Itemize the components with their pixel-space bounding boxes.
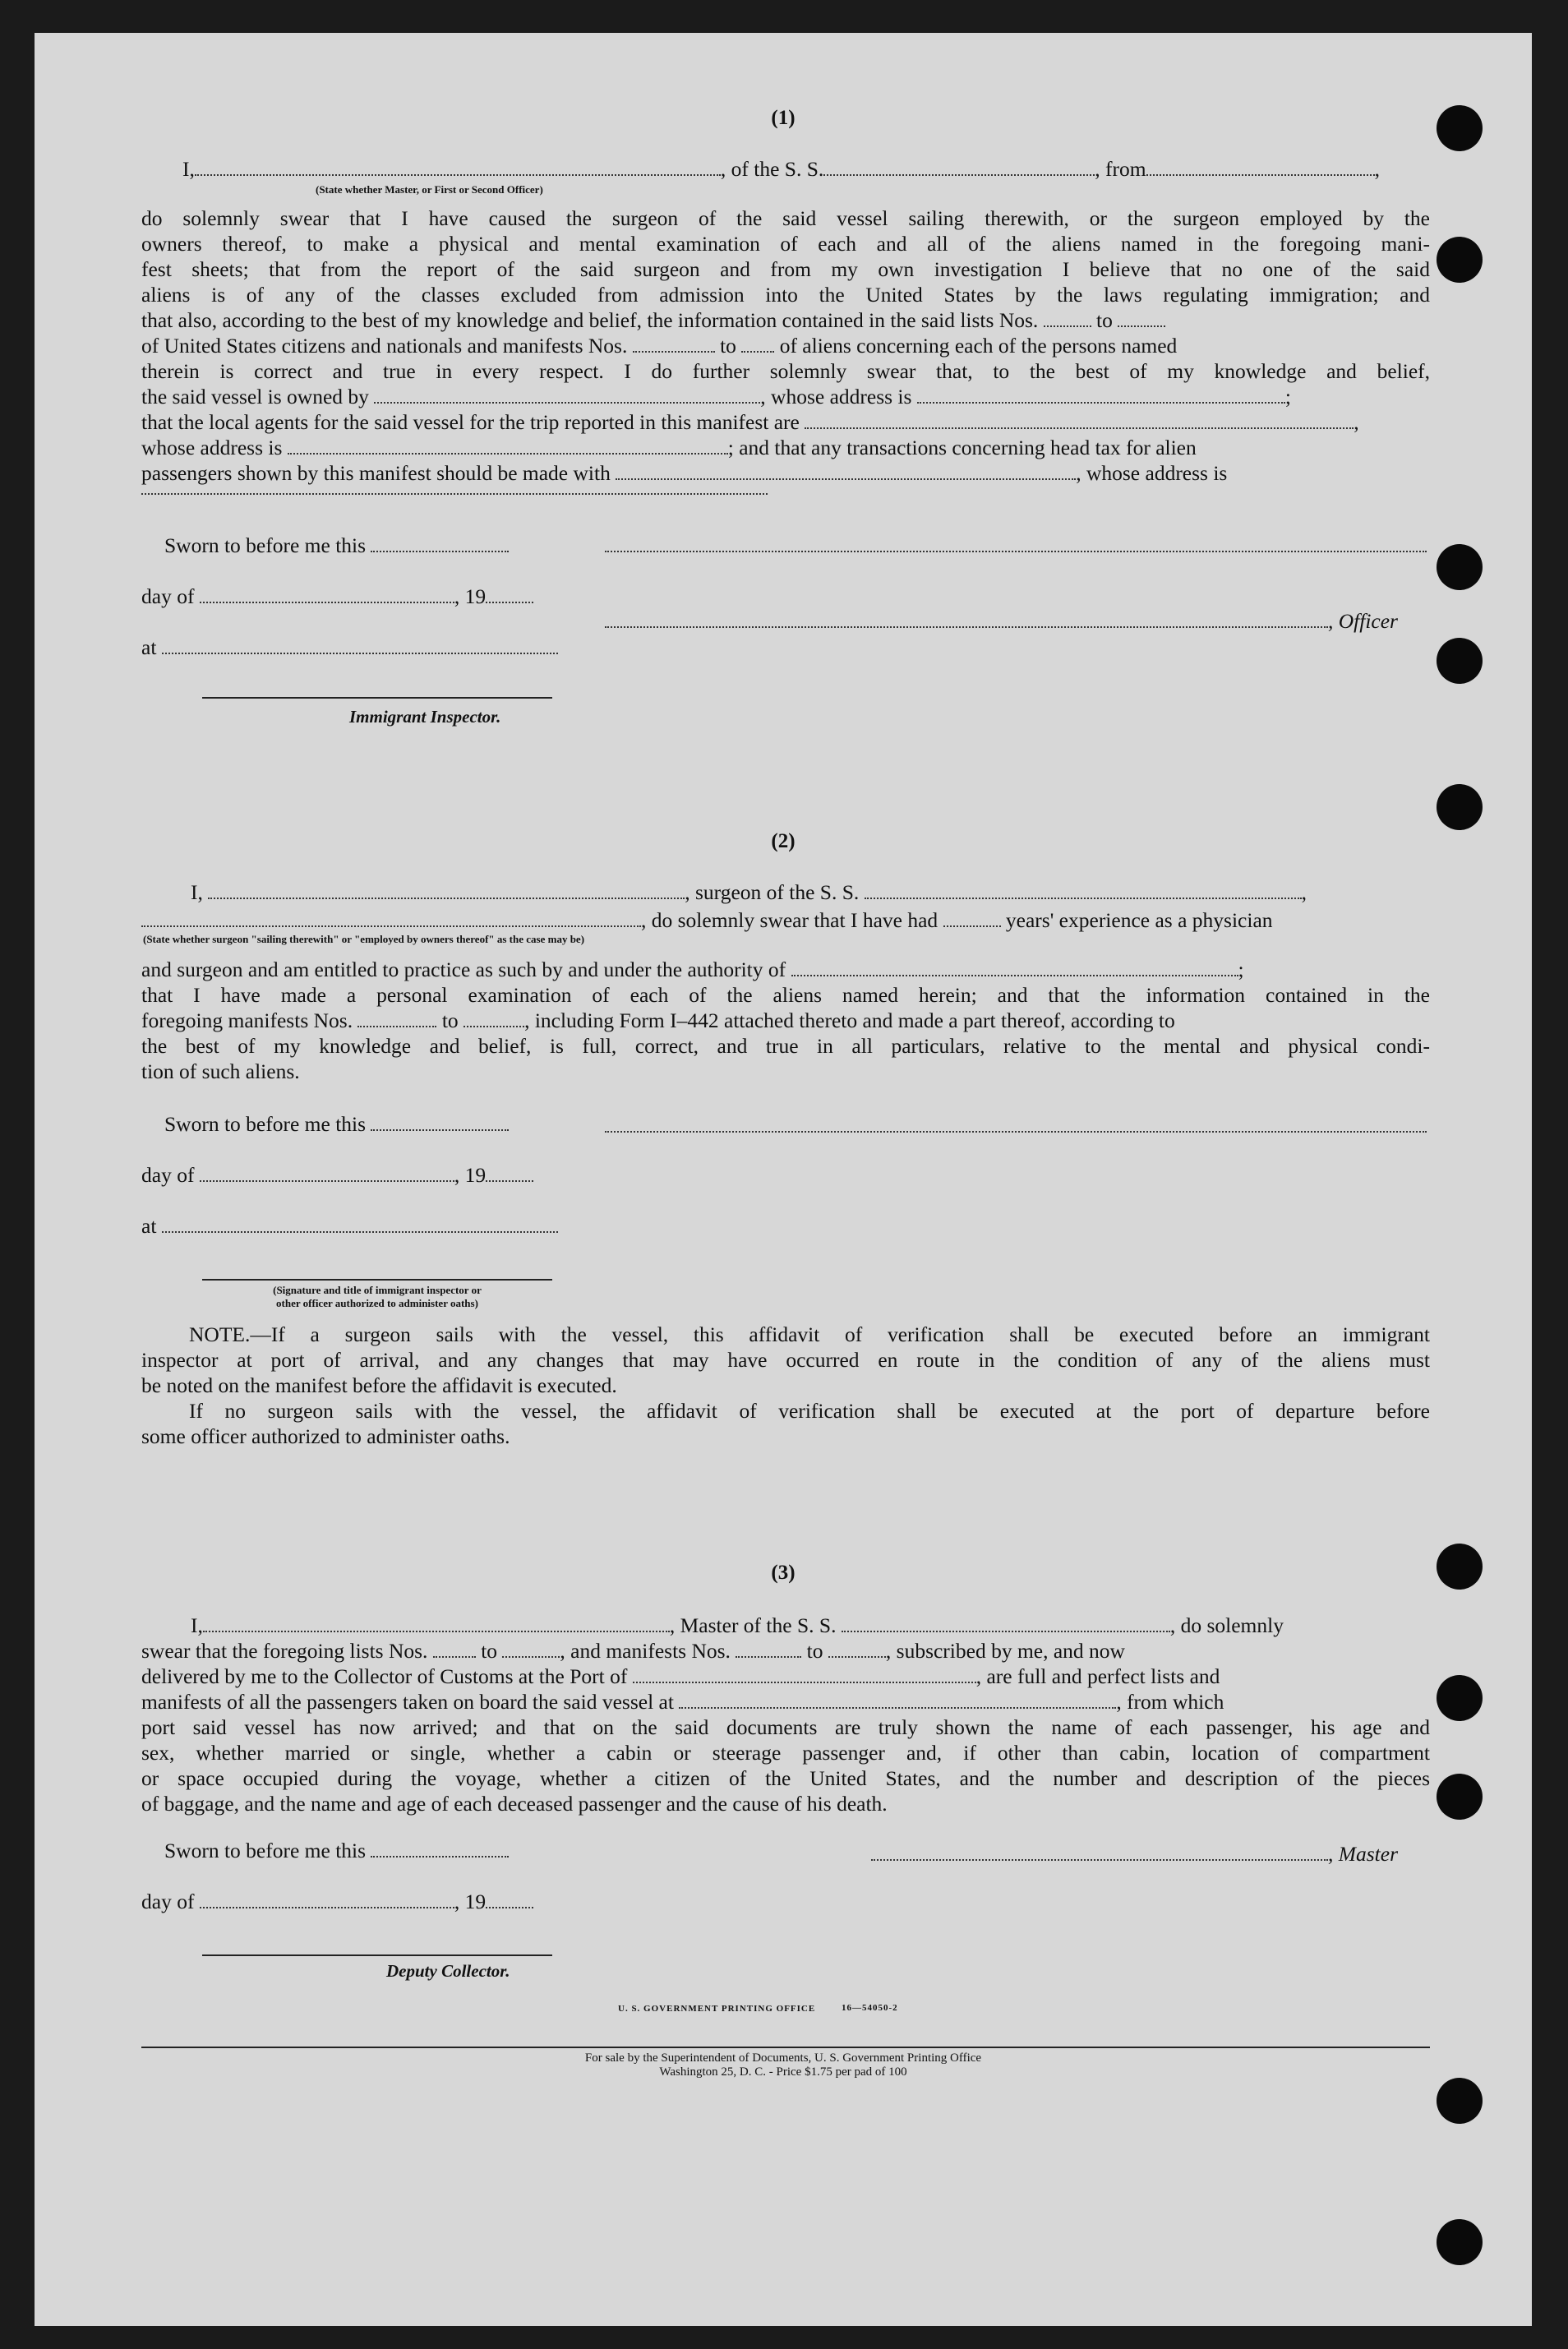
s2-day-field[interactable] [200,1165,454,1182]
s1-at-line: at [141,635,558,660]
s1-owned-line: the said vessel is owned by , whose address is ; [141,385,1291,408]
s3-line: port said vessel has now arrived; and that on the said documents are truly shown the name of each passenger, his age and [141,1715,1430,1739]
s3-lists-from-field[interactable] [433,1641,476,1658]
s3-line-3: delivered by me to the Collector of Customs at the Port of , are full and perfect lists and [141,1664,1220,1688]
agents-address-field[interactable] [288,438,728,455]
s2-sworn-line: Sworn to before me this [164,1111,509,1137]
s2-vessel-field[interactable] [865,883,1302,899]
s1-at-field[interactable] [162,638,558,654]
s3-vessel-field[interactable] [842,1616,1170,1632]
s1-agents-line: that the local agents for the said vessel for the trip reported in this manifest are , [141,410,1359,434]
s2-at-field[interactable] [162,1216,558,1233]
s2-signature-field[interactable] [605,1116,1427,1133]
lists-to-field[interactable] [1118,311,1165,327]
s2-note-line: be noted on the manifest before the affidavit is executed. [141,1373,617,1397]
s3-master-signature-field[interactable] [871,1844,1328,1861]
vessel-field[interactable] [823,159,1095,176]
s1-sworn-date-field[interactable] [371,536,509,552]
manifests-from-field[interactable] [633,336,715,353]
owner-field[interactable] [374,387,760,404]
officer-field[interactable] [195,159,721,176]
s2-year-field[interactable] [486,1165,533,1182]
punch-hole [1437,1774,1483,1820]
surgeon-name-field[interactable] [208,883,685,899]
s3-day-field[interactable] [200,1892,454,1908]
s1-line: fest sheets; that from the report of the said surgeon and from my own investigation I believe that no one of the said [141,257,1430,281]
s2-day-line: day of , 19 [141,1162,533,1188]
form-page [35,33,1532,2326]
s2-note-line: NOTE.—If a surgeon sails with the vessel, this affidavit of verification shall be executed before an immigrant [189,1322,1430,1346]
manifests-to-field[interactable] [741,336,774,353]
s2-line: the best of my knowledge and belief, is full, correct, and true in all particulars, relative to the mental and physical condi- [141,1034,1430,1058]
s3-year-field[interactable] [486,1892,533,1908]
s3-line-4: manifests of all the passengers taken on board the said vessel at , from which [141,1690,1224,1714]
owner-address-field[interactable] [917,387,1285,404]
punch-hole [1437,2219,1483,2265]
s1-signature-field[interactable] [605,536,1427,552]
s3-line: sex, whether married or single, whether a cabin or steerage passenger and, if other than cabin, location of compartment [141,1741,1430,1765]
lists-from-field[interactable] [1044,311,1091,327]
section-2-number: (2) [771,830,796,852]
s2-note-line: If no surgeon sails with the vessel, the affidavit of verification shall be executed at the port of departure before [189,1399,1430,1423]
s2-line-1: I, , surgeon of the S. S. , [191,880,1307,904]
s1-officer-line: , Officer [605,608,1398,634]
s3-deputy-caption: Deputy Collector. [386,1961,510,1981]
s1-inspector-caption: Immigrant Inspector. [349,707,501,727]
s1-line: owners thereof, to make a physical and mental examination of each and all of the aliens named in the foregoing mani- [141,232,1430,256]
footer-text: For sale by the Superintendent of Documents, U. S. Government Printing Office Washington 25, D. C. - Price $1.75 per pad of 100 [584,2051,982,2079]
s1-line-1: I, , of the S. S. , from , [182,157,1380,181]
s2-authority-line: and surgeon and am entitled to practice as such by and under the authority of ; [141,958,1244,981]
s1-year-field[interactable] [486,587,533,603]
s1-headtax-line: passengers shown by this manifest should be made with , whose address is [141,461,1228,485]
s3-departure-port-field[interactable] [679,1692,1116,1709]
s3-manifests-to-field[interactable] [828,1641,886,1658]
years-field[interactable] [943,911,1001,927]
s1-day-field[interactable] [200,587,454,603]
s1-line: aliens is of any of the classes excluded from admission into the United States by the laws regulating immigration; and [141,283,1430,307]
s1-address-line: whose address is ; and that any transactions concerning head tax for alien [141,436,1197,459]
s1-day-line: day of , 19 [141,584,533,609]
punch-hole [1437,638,1483,684]
officer-caption: (State whether Master, or First or Second Officer) [316,183,543,196]
s1-citizens-line: of United States citizens and nationals and manifests Nos. to of aliens concerning each of the persons named [141,334,1178,358]
punch-hole [1437,1675,1483,1721]
s2-line-2: , do solemnly swear that I have had years' experience as a physician [141,907,1273,933]
s3-line: of baggage, and the name and age of each deceased passenger and the cause of his death. [141,1792,888,1816]
s3-line-1: I, , Master of the S. S. , do solemnly [191,1613,1284,1637]
surgeon-status-field[interactable] [141,911,641,927]
s3-day-line: day of , 19 [141,1889,533,1914]
from-field[interactable] [1146,159,1375,176]
form-code: 16—54050-2 [842,2003,898,2013]
footer-rule [141,2047,1430,2048]
punch-hole [1437,784,1483,830]
s2-manifests-to-field[interactable] [463,1011,524,1027]
s2-signature-rule [202,1279,552,1281]
s3-master-line: , Master [871,1841,1398,1867]
s1-lists-line: that also, according to the best of my knowledge and belief, the information contained in the said lists Nos. to [141,307,1165,333]
s1-line: do solemnly swear that I have caused the surgeon of the said vessel sailing therewith, or the surgeon employed by the [141,206,1430,230]
s2-sig-caption: (Signature and title of immigrant inspector or other officer authorized to administer oaths) [273,1284,482,1309]
s3-lists-to-field[interactable] [502,1641,560,1658]
s3-line: or space occupied during the voyage, whether a citizen of the United States, and the number and description of the pieces [141,1766,1430,1790]
s3-manifests-from-field[interactable] [736,1641,801,1658]
punch-hole [1437,2078,1483,2124]
punch-hole [1437,544,1483,590]
s3-line-2: swear that the foregoing lists Nos. to , and manifests Nos. to , subscribed by me, and now [141,1639,1125,1663]
s3-deputy-rule [202,1954,552,1956]
s1-inspector-rule [202,697,552,699]
section-3-number: (3) [771,1562,796,1584]
s3-port-field[interactable] [633,1667,976,1683]
s1-line: therein is correct and true in every respect. I do further solemnly swear that, to the best of my knowledge and belief, [141,359,1430,383]
s2-sworn-date-field[interactable] [371,1115,509,1131]
headtax-field[interactable] [616,464,1076,480]
s3-sworn-line: Sworn to before me this [164,1838,509,1863]
s1-sworn-line: Sworn to before me this [164,533,509,558]
agents-field[interactable] [805,413,1354,429]
s2-note-line: inspector at port of arrival, and any changes that may have occurred en route in the condition of any of the aliens must [141,1348,1430,1372]
printing-office-mark: U. S. GOVERNMENT PRINTING OFFICE [618,2004,816,2014]
s1-officer-signature-field[interactable] [605,611,1328,628]
s2-manifests-line: foregoing manifests Nos. to , including Form I–442 attached thereto and made a part thereof, according to [141,1008,1175,1032]
s3-sworn-date-field[interactable] [371,1841,509,1858]
s2-line: that I have made a personal examination of each of the aliens named herein; and that the information contained in the [141,983,1430,1007]
punch-hole [1437,237,1483,283]
s3-master-name-field[interactable] [203,1616,670,1632]
s2-note-line: some officer authorized to administer oaths. [141,1424,510,1448]
surgeon-caption: (State whether surgeon "sailing therewith" or "employed by owners thereof" as the case may be) [143,933,585,945]
headtax-address-field[interactable] [141,478,768,495]
section-1-number: (1) [771,107,796,129]
s2-manifests-from-field[interactable] [357,1011,436,1027]
authority-field[interactable] [791,960,1238,976]
s2-at-line: at [141,1213,558,1239]
s2-line: tion of such aliens. [141,1059,300,1083]
